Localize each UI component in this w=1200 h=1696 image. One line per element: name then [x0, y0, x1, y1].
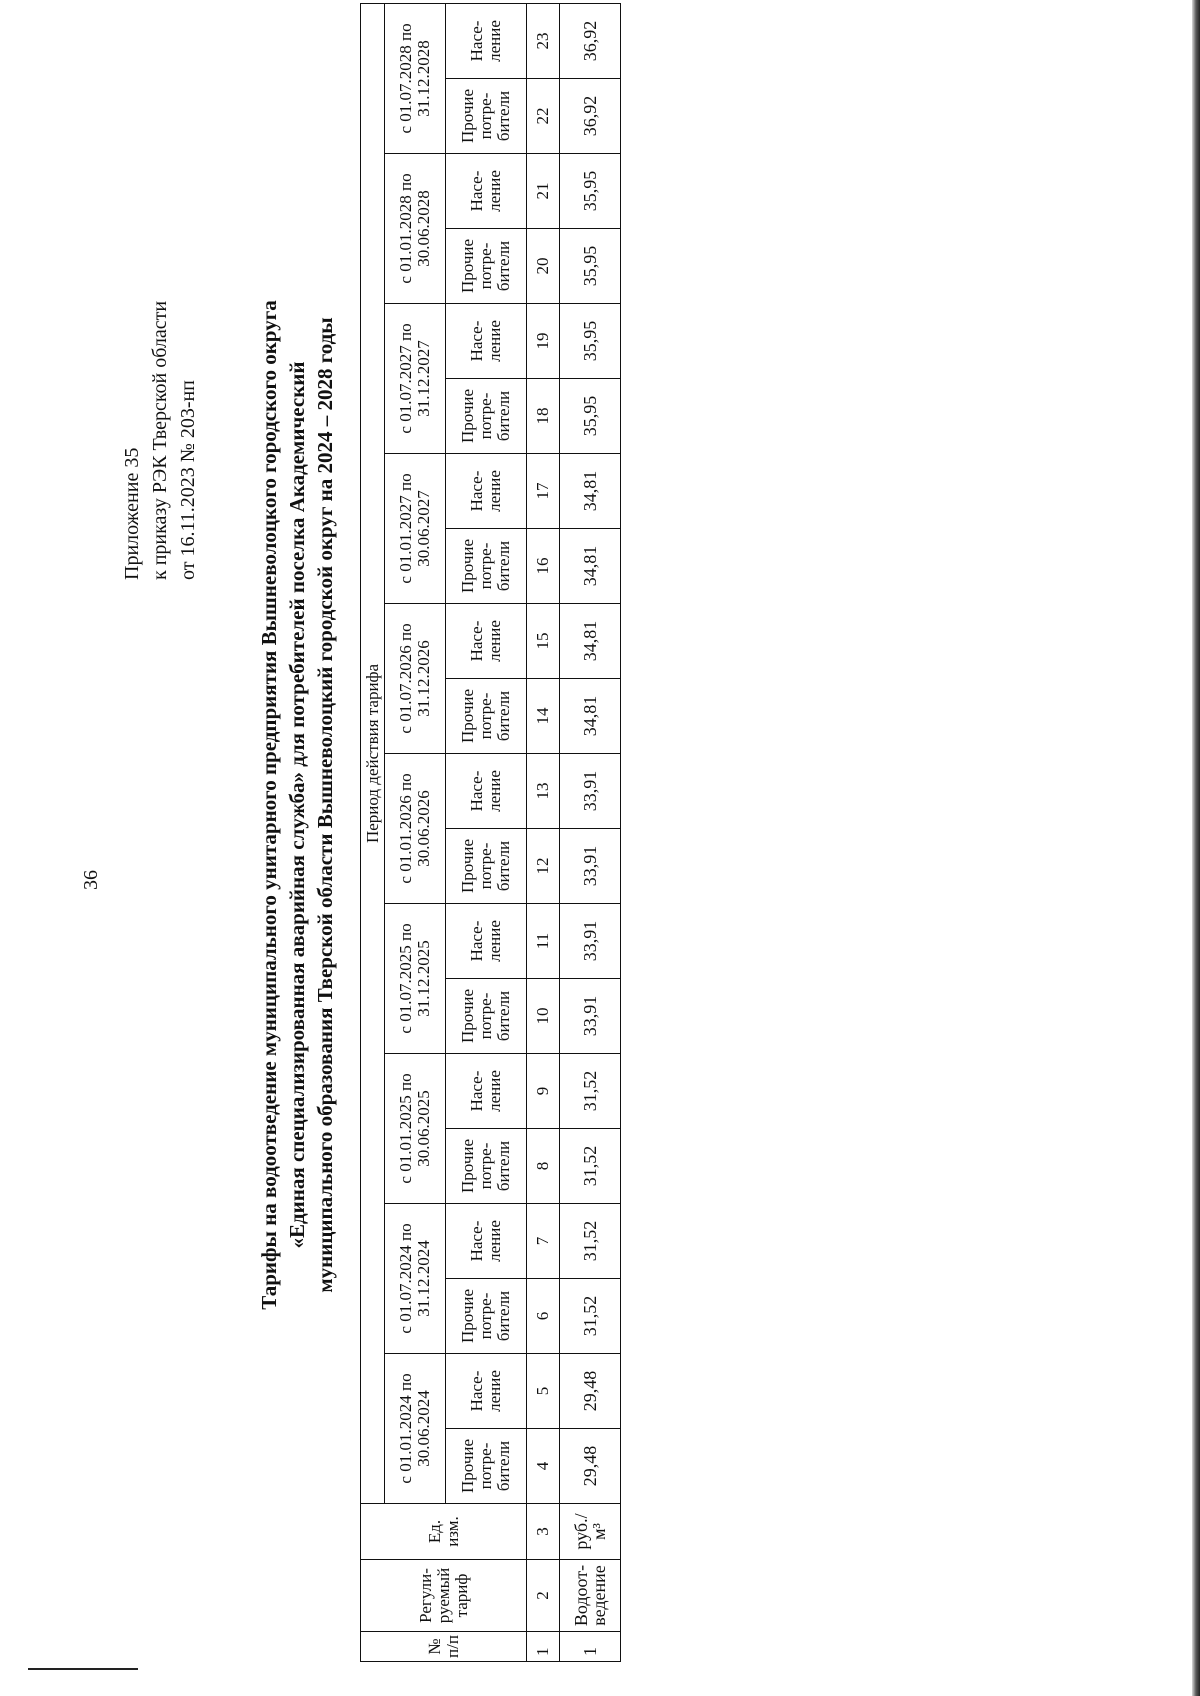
column-index: 17	[527, 454, 560, 529]
column-index: 2	[527, 1560, 560, 1632]
header-tariff: Регули-руемый тариф	[361, 1560, 527, 1632]
row-value: 31,52	[560, 1204, 621, 1279]
column-index: 9	[527, 1054, 560, 1129]
header-population: Насе-ление	[446, 154, 527, 229]
row-num: 1	[560, 1632, 621, 1662]
header-other-consumers: Прочие потре-бители	[446, 529, 527, 604]
table-row	[560, 3, 621, 1661]
page-number: 36	[80, 870, 102, 890]
column-index: 12	[527, 829, 560, 904]
header-other-consumers: Прочие потре-бители	[446, 229, 527, 304]
column-index: 18	[527, 379, 560, 454]
header-other-consumers: Прочие потре-бители	[446, 679, 527, 754]
row-value: 29,48	[560, 1429, 621, 1504]
appendix-reference	[118, 301, 202, 580]
header-population: Насе-ление	[446, 304, 527, 379]
row-value: 36,92	[560, 79, 621, 154]
row-value: 33,91	[560, 904, 621, 979]
header-num: № п/п	[361, 1632, 527, 1662]
column-index: 3	[527, 1504, 560, 1560]
row-value: 36,92	[560, 3, 621, 78]
header-other-consumers: Прочие потре-бители	[446, 1279, 527, 1354]
row-value: 35,95	[560, 154, 621, 229]
header-other-consumers: Прочие потре-бители	[446, 829, 527, 904]
appendix-line: Приложение 35	[121, 447, 143, 580]
column-index: 14	[527, 679, 560, 754]
header-population: Насе-ление	[446, 1354, 527, 1429]
header-population: Насе-ление	[446, 1204, 527, 1279]
row-value: 31,52	[560, 1279, 621, 1354]
column-index: 22	[527, 79, 560, 154]
column-index: 16	[527, 529, 560, 604]
row-value: 29,48	[560, 1354, 621, 1429]
header-period: Период действия тарифа	[361, 3, 385, 1503]
row-value: 35,95	[560, 304, 621, 379]
title-line: Тарифы на водоотведение муниципального унитарного предприятия Вышневолоцкого городского округа	[257, 300, 281, 1310]
column-index: 4	[527, 1429, 560, 1504]
row-tariff: Водоот-ведение	[560, 1560, 621, 1632]
column-index: 20	[527, 229, 560, 304]
column-index: 19	[527, 304, 560, 379]
header-period-range: с 01.07.2027 по 31.12.2027	[385, 304, 446, 454]
column-index: 1	[527, 1632, 560, 1662]
header-population: Насе-ление	[446, 3, 527, 78]
appendix-line: к приказу РЭК Тверской области	[149, 300, 171, 580]
header-other-consumers: Прочие потре-бители	[446, 379, 527, 454]
document-title	[255, 110, 339, 1500]
header-row	[446, 3, 527, 1661]
row-value: 34,81	[560, 454, 621, 529]
row-value: 35,95	[560, 229, 621, 304]
header-period-range: с 01.01.2027 по 30.06.2027	[385, 454, 446, 604]
row-value: 35,95	[560, 379, 621, 454]
header-row	[361, 3, 385, 1661]
header-period-range: с 01.07.2024 по 31.12.2024	[385, 1204, 446, 1354]
row-value: 33,91	[560, 754, 621, 829]
header-other-consumers: Прочие потре-бители	[446, 79, 527, 154]
scan-page-edge	[1192, 0, 1200, 1696]
header-period-range: с 01.01.2028 по 30.06.2028	[385, 154, 446, 304]
column-index: 21	[527, 154, 560, 229]
column-index: 15	[527, 604, 560, 679]
column-index: 6	[527, 1279, 560, 1354]
header-population: Насе-ление	[446, 1054, 527, 1129]
tariff-table	[360, 3, 621, 1662]
header-period-range: с 01.07.2025 по 31.12.2025	[385, 904, 446, 1054]
column-index: 13	[527, 754, 560, 829]
header-period-range: с 01.07.2026 по 31.12.2026	[385, 604, 446, 754]
header-period-range: с 01.01.2025 по 30.06.2025	[385, 1054, 446, 1204]
column-index-row	[527, 3, 560, 1661]
header-period-range: с 01.07.2028 по 31.12.2028	[385, 3, 446, 153]
row-value: 34,81	[560, 529, 621, 604]
header-other-consumers: Прочие потре-бители	[446, 1129, 527, 1204]
header-period-range: с 01.01.2024 по 30.06.2024	[385, 1354, 446, 1504]
column-index: 10	[527, 979, 560, 1054]
row-value: 31,52	[560, 1054, 621, 1129]
column-index: 7	[527, 1204, 560, 1279]
row-value: 34,81	[560, 679, 621, 754]
column-index: 8	[527, 1129, 560, 1204]
title-line: муниципального образования Тверской области Вышневолоцкий городской округ на 2024 – 2028 годы	[313, 317, 337, 1293]
row-value: 33,91	[560, 979, 621, 1054]
header-population: Насе-ление	[446, 754, 527, 829]
header-population: Насе-ление	[446, 454, 527, 529]
row-value: 34,81	[560, 604, 621, 679]
column-index: 5	[527, 1354, 560, 1429]
row-value: 33,91	[560, 829, 621, 904]
header-population: Насе-ление	[446, 904, 527, 979]
appendix-line: от 16.11.2023 № 203-нп	[177, 380, 199, 580]
column-index: 23	[527, 3, 560, 78]
header-other-consumers: Прочие потре-бители	[446, 1429, 527, 1504]
row-value: 31,52	[560, 1129, 621, 1204]
rotated-page-content	[0, 20, 1130, 1680]
title-line: «Единая специализированная аварийная служба» для потребителей поселка Академический	[285, 361, 309, 1249]
header-other-consumers: Прочие потре-бители	[446, 979, 527, 1054]
header-period-range: с 01.01.2026 по 30.06.2026	[385, 754, 446, 904]
column-index: 11	[527, 904, 560, 979]
header-unit: Ед. изм.	[361, 1504, 527, 1560]
header-row	[385, 3, 446, 1661]
header-population: Насе-ление	[446, 604, 527, 679]
row-unit: руб./м³	[560, 1504, 621, 1560]
